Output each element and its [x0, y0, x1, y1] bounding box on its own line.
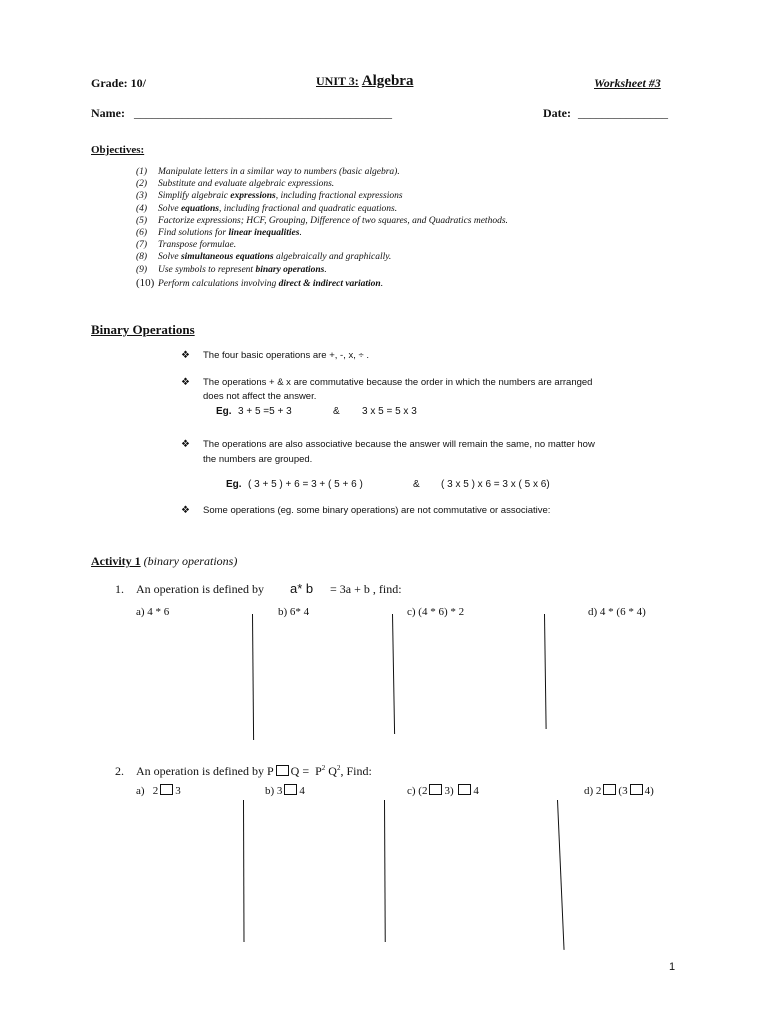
objectives-heading: Objectives:	[91, 144, 145, 156]
name-field[interactable]: ___________________________________________	[134, 106, 392, 120]
diamond-bullet-icon: ❖	[181, 350, 190, 361]
part-a-operand: 2	[152, 785, 159, 797]
objective-number: (1)	[136, 167, 148, 177]
date-label: Date:	[543, 106, 571, 120]
objective-text-end: .	[299, 228, 302, 238]
question-1-definition-rhs: = 3a + b , find:	[330, 582, 402, 596]
box-operator-icon	[458, 784, 471, 795]
associative-eg-label: Eg.	[226, 479, 242, 490]
objective-item	[136, 240, 236, 250]
objective-text: Find solutions for	[158, 228, 229, 238]
commutative-example-add: 3 + 5 =5 + 3	[238, 406, 292, 417]
activity-subtitle: (binary operations)	[143, 554, 238, 568]
divider-line	[392, 614, 395, 734]
box-operator-icon	[160, 784, 173, 795]
objective-text-end: , including fractional and quadratic equations.	[218, 203, 398, 214]
part-d-operand: 4)	[644, 785, 654, 797]
associative-ampersand: &	[413, 479, 420, 490]
bullet-associative-line1: The operations are also associative because the answer will remain the same, no matter how	[203, 439, 595, 450]
box-operator-icon	[630, 784, 643, 795]
objective-keyword: binary operations	[255, 264, 325, 275]
objective-number: (8)	[136, 252, 148, 263]
objective-keyword: equations	[180, 203, 219, 214]
part-d-label: d) 2	[584, 785, 602, 797]
unit-prefix: UNIT 3:	[316, 74, 359, 88]
diamond-bullet-icon: ❖	[181, 505, 190, 516]
associative-example-add: ( 3 + 5 ) + 6 = 3 + ( 5 + 6 )	[248, 479, 363, 490]
objective-number: (5)	[136, 215, 148, 226]
objective-keyword: linear inequalities	[228, 228, 300, 238]
objective-number: (9)	[136, 264, 148, 275]
q2-part-b	[265, 784, 305, 797]
part-c-operand: 4	[473, 785, 479, 797]
definition-exp-q: 2	[336, 764, 341, 772]
part-b-operand: 4	[299, 785, 305, 797]
definition-find: , Find:	[340, 764, 372, 778]
objective-text: Factorize expressions; HCF, Grouping, Difference of two squares, and Quadratics methods.	[158, 215, 508, 226]
question-1-definition	[290, 581, 313, 596]
q1-part-a: a) 4 * 6	[136, 606, 170, 618]
part-d-operand: (3	[618, 785, 628, 797]
diamond-bullet-icon: ❖	[181, 377, 190, 388]
q1-part-c: c) (4 * 6) * 2	[407, 606, 465, 618]
objective-number: (10)	[136, 276, 155, 289]
binary-operations-heading: Binary Operations	[91, 322, 195, 337]
divider-line	[243, 800, 244, 942]
unit-name: Algebra	[361, 73, 414, 89]
activity-title: Activity 1	[91, 554, 141, 568]
question-2-text: An operation is defined by P	[136, 764, 274, 778]
question-2-definition	[136, 764, 372, 779]
bullet-commutative-line2: does not affect the answer.	[203, 391, 317, 402]
definition-exp-p: 2	[321, 764, 326, 772]
objective-item	[136, 277, 383, 289]
name-label: Name:	[91, 106, 125, 120]
objective-text-end: .	[324, 264, 327, 275]
objective-number: (3)	[136, 191, 148, 202]
definition-var-a: a	[290, 581, 298, 596]
q1-part-b: b) 6* 4	[278, 606, 310, 618]
objective-text: Manipulate letters in a similar way to numbers (basic algebra).	[158, 167, 400, 177]
objective-number: (4)	[136, 203, 148, 214]
objective-text-end: , including fractional expressions	[275, 191, 403, 202]
divider-line	[544, 614, 547, 729]
bullet-basic-operations: The four basic operations are +, -, x, ÷ .	[203, 350, 369, 361]
objective-item	[136, 204, 397, 214]
box-operator-icon	[276, 765, 289, 776]
commutative-example-multiply: 3 x 5 = 5 x 3	[362, 406, 417, 417]
part-c-label: c) (2	[407, 785, 428, 797]
definition-q-term: Q	[325, 764, 337, 778]
objective-item	[136, 265, 327, 275]
associative-example-multiply: ( 3 x 5 ) x 6 = 3 x ( 5 x 6)	[441, 479, 550, 490]
part-a-operand: 3	[175, 785, 181, 797]
divider-line	[557, 800, 565, 950]
part-a-label: a)	[136, 785, 145, 797]
objective-keyword: simultaneous equations	[180, 252, 274, 263]
diamond-bullet-icon: ❖	[181, 439, 190, 450]
definition-star-b: * b	[297, 581, 314, 596]
objective-item	[136, 191, 403, 201]
objective-keyword: expressions	[230, 191, 276, 202]
divider-line	[252, 614, 254, 740]
objective-item	[136, 167, 400, 177]
objective-text-end: .	[380, 278, 384, 289]
objective-number: (2)	[136, 179, 148, 190]
definition-p: P	[315, 764, 322, 778]
objective-text: Perform calculations involving	[158, 278, 279, 289]
question-1-text: An operation is defined by	[136, 582, 264, 596]
objective-text-end: algebraically and graphically.	[273, 252, 392, 263]
box-operator-icon	[603, 784, 616, 795]
objective-keyword: direct & indirect variation	[278, 278, 381, 289]
box-operator-icon	[284, 784, 297, 795]
q2-part-c	[407, 784, 479, 797]
objective-number: (6)	[136, 228, 148, 238]
objective-item	[136, 228, 302, 238]
question-2-number: 2.	[115, 764, 124, 778]
box-operator-icon	[429, 784, 442, 795]
objective-item	[136, 216, 508, 226]
definition-q: Q =	[290, 764, 310, 778]
activity-heading	[91, 554, 237, 569]
objective-number: (7)	[136, 240, 148, 251]
objective-item	[136, 252, 391, 262]
part-c-operand: 3)	[444, 785, 454, 797]
q2-part-d	[584, 784, 654, 797]
objective-text: Simplify algebraic	[158, 191, 231, 202]
q1-part-d: d) 4 * (6 * 4)	[588, 606, 646, 618]
objective-text: Solve	[158, 203, 181, 214]
unit-title	[316, 73, 413, 90]
question-1-number: 1.	[115, 582, 124, 596]
bullet-associative-line2: the numbers are grouped.	[203, 454, 313, 465]
q2-part-a	[136, 784, 181, 797]
worksheet-number: Worksheet #3	[594, 76, 661, 90]
commutative-ampersand: &	[333, 406, 340, 417]
divider-line	[384, 800, 386, 942]
part-b-label: b) 3	[265, 785, 283, 797]
objective-text: Use symbols to represent	[158, 264, 256, 275]
objective-text: Substitute and evaluate algebraic expressions.	[158, 179, 335, 190]
date-field[interactable]: _______________	[578, 106, 668, 120]
bullet-not-commutative: Some operations (eg. some binary operations) are not commutative or associative:	[203, 505, 551, 516]
bullet-commutative-line1: The operations + & x are commutative because the order in which the numbers are arranged	[203, 377, 593, 388]
commutative-eg-label: Eg.	[216, 406, 232, 417]
objective-item	[136, 179, 334, 189]
objective-text: Transpose formulae.	[158, 240, 237, 251]
page-number: 1	[669, 961, 676, 973]
objective-text: Solve	[158, 252, 181, 263]
grade-label: Grade: 10/	[91, 76, 146, 90]
